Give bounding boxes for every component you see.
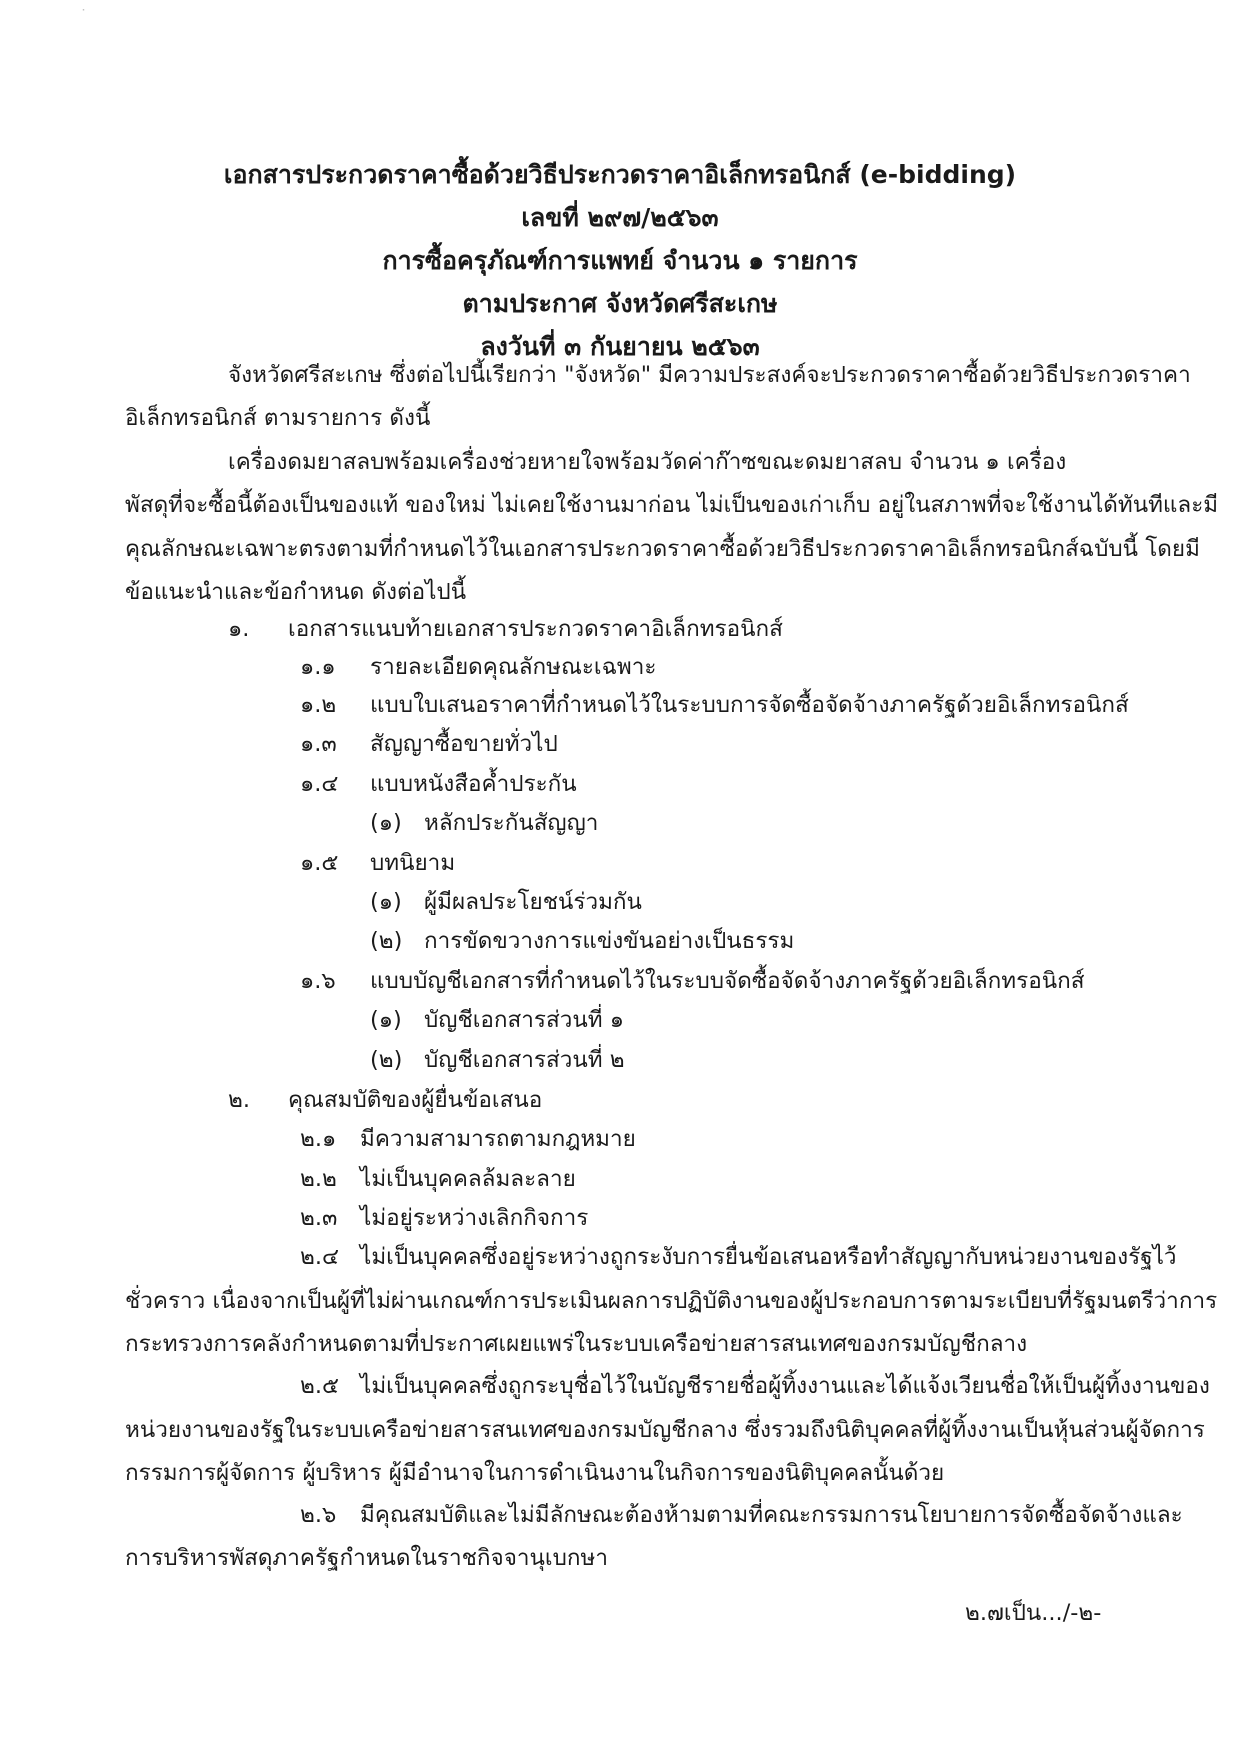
section-2-number: ๒. <box>228 1087 250 1113</box>
list-item-number: ๑.๒ <box>300 692 337 718</box>
purchase-subject: การซื้อครุภัณฑ์การแพทย์ จำนวน ๑ รายการ <box>382 246 858 275</box>
list-item-number: ๑.๖ <box>300 968 336 994</box>
section-1-title: เอกสารแนบท้ายเอกสารประกวดราคาอิเล็กทรอนิกส์ <box>288 616 783 642</box>
list-item-number: ๑.๔ <box>300 771 339 797</box>
sub-item-number: (๒) <box>370 928 403 954</box>
document-title: เอกสารประกวดราคาซื้อด้วยวิธีประกวดราคาอิเล็กทรอนิกส์ (e-bidding) <box>223 160 1017 189</box>
intro-paragraph-line: พัสดุที่จะซื้อนี้ต้องเป็นของแท้ ของใหม่ ไม่เคยใช้งานมาก่อน ไม่เป็นของเก่าเก็บ อยู่ในสภาพที่จะใช้งานได้ทันทีและมี <box>125 492 1219 518</box>
sub-item: ผู้มีผลประโยชน์ร่วมกัน <box>424 889 642 915</box>
paragraph-line: กระทรวงการคลังกำหนดตามที่ประกาศเผยแพร่ในระบบเครือข่ายสารสนเทศของกรมบัญชีกลาง <box>125 1331 1028 1357</box>
item-line: เครื่องดมยาสลบพร้อมเครื่องช่วยหายใจพร้อมวัดค่าก๊าซขณะดมยาสลบ จำนวน ๑ เครื่อง <box>228 449 1067 475</box>
page-continuation: ๒.๗เป็น.../-๒- <box>965 1600 1102 1626</box>
announcement-reference: ตามประกาศ จังหวัดศรีสะเกษ <box>462 289 778 318</box>
sub-item-number: (๑) <box>370 889 402 915</box>
list-item: ไม่เป็นบุคคลล้มละลาย <box>360 1166 576 1192</box>
list-item-number: ๒.๑ <box>300 1126 337 1152</box>
sub-item-number: (๑) <box>370 810 402 836</box>
announcement-date: ลงวันที่ ๓ กันยายน ๒๕๖๓ <box>480 332 760 361</box>
section-1-number: ๑. <box>228 616 250 642</box>
scan-artifact: ˙ <box>80 8 87 24</box>
list-item: บทนิยาม <box>370 850 456 876</box>
paragraph-line: ชั่วคราว เนื่องจากเป็นผู้ที่ไม่ผ่านเกณฑ์การประเมินผลการปฏิบัติงานของผู้ประกอบการตามระเบียบที่รัฐมนตรีว่าการ <box>125 1288 1218 1314</box>
list-item: แบบใบเสนอราคาที่กำหนดไว้ในระบบการจัดซื้อจัดจ้างภาครัฐด้วยอิเล็กทรอนิกส์ <box>370 692 1129 718</box>
sub-item: หลักประกันสัญญา <box>424 810 599 836</box>
list-item-number: ๒.๔ <box>300 1244 340 1270</box>
sub-item: บัญชีเอกสารส่วนที่ ๒ <box>424 1047 625 1073</box>
list-item-number: ๒.๖ <box>300 1502 337 1528</box>
paragraph-line: ไม่เป็นบุคคลซึ่งถูกระบุชื่อไว้ในบัญชีรายชื่อผู้ทิ้งงานและได้แจ้งเวียนชื่อให้เป็นผู้ทิ้งงานของ <box>360 1373 1210 1399</box>
list-item-number: ๑.๓ <box>300 731 337 757</box>
sub-item-number: (๑) <box>370 1007 402 1033</box>
paragraph-line: หน่วยงานของรัฐในระบบเครือข่ายสารสนเทศของกรมบัญชีกลาง ซึ่งรวมถึงนิติบุคคลที่ผู้ทิ้งงานเป็นหุ้นส่วนผู้จัดการ <box>125 1417 1205 1443</box>
list-item: มีความสามารถตามกฎหมาย <box>360 1126 636 1152</box>
intro-paragraph-line: ข้อแนะนำและข้อกำหนด ดังต่อไปนี้ <box>125 579 467 605</box>
list-item: รายละเอียดคุณลักษณะเฉพาะ <box>370 654 657 680</box>
list-item: แบบหนังสือค้ำประกัน <box>370 771 577 797</box>
list-item-number: ๒.๒ <box>300 1166 337 1192</box>
list-item: ไม่อยู่ระหว่างเลิกกิจการ <box>360 1205 589 1231</box>
sub-item-number: (๒) <box>370 1047 403 1073</box>
sub-item: บัญชีเอกสารส่วนที่ ๑ <box>424 1007 625 1033</box>
paragraph-line: การบริหารพัสดุภาครัฐกำหนดในราชกิจจานุเบกษา <box>125 1545 608 1571</box>
list-item-number: ๑.๕ <box>300 850 339 876</box>
list-item-number: ๑.๑ <box>300 654 336 680</box>
intro-paragraph-line: คุณลักษณะเฉพาะตรงตามที่กำหนดไว้ในเอกสารประกวดราคาซื้อด้วยวิธีประกวดราคาอิเล็กทรอนิกส์ฉบับนี้ โดยมี <box>125 536 1200 562</box>
paragraph-line: ไม่เป็นบุคคลซึ่งอยู่ระหว่างถูกระงับการยื่นข้อเสนอหรือทำสัญญากับหน่วยงานของรัฐไว้ <box>360 1244 1177 1270</box>
intro-paragraph-line: จังหวัดศรีสะเกษ ซึ่งต่อไปนี้เรียกว่า "จังหวัด" มีความประสงค์จะประกวดราคาซื้อด้วยวิธีประกวดราคา <box>228 362 1191 388</box>
intro-paragraph-line: อิเล็กทรอนิกส์ ตามรายการ ดังนี้ <box>125 405 431 431</box>
list-item: แบบบัญชีเอกสารที่กำหนดไว้ในระบบจัดซื้อจัดจ้างภาครัฐด้วยอิเล็กทรอนิกส์ <box>370 968 1085 994</box>
sub-item: การขัดขวางการแข่งขันอย่างเป็นธรรม <box>424 928 795 954</box>
paragraph-line: กรรมการผู้จัดการ ผู้บริหาร ผู้มีอำนาจในการดำเนินงานในกิจการของนิติบุคคลนั้นด้วย <box>125 1460 945 1486</box>
paragraph-line: มีคุณสมบัติและไม่มีลักษณะต้องห้ามตามที่คณะกรรมการนโยบายการจัดซื้อจัดจ้างและ <box>360 1502 1183 1528</box>
list-item-number: ๒.๕ <box>300 1373 340 1399</box>
section-2-title: คุณสมบัติของผู้ยื่นข้อเสนอ <box>288 1087 543 1113</box>
list-item-number: ๒.๓ <box>300 1205 338 1231</box>
document-number: เลขที่ ๒๙๗/๒๕๖๓ <box>521 203 719 232</box>
list-item: สัญญาซื้อขายทั่วไป <box>370 731 558 757</box>
